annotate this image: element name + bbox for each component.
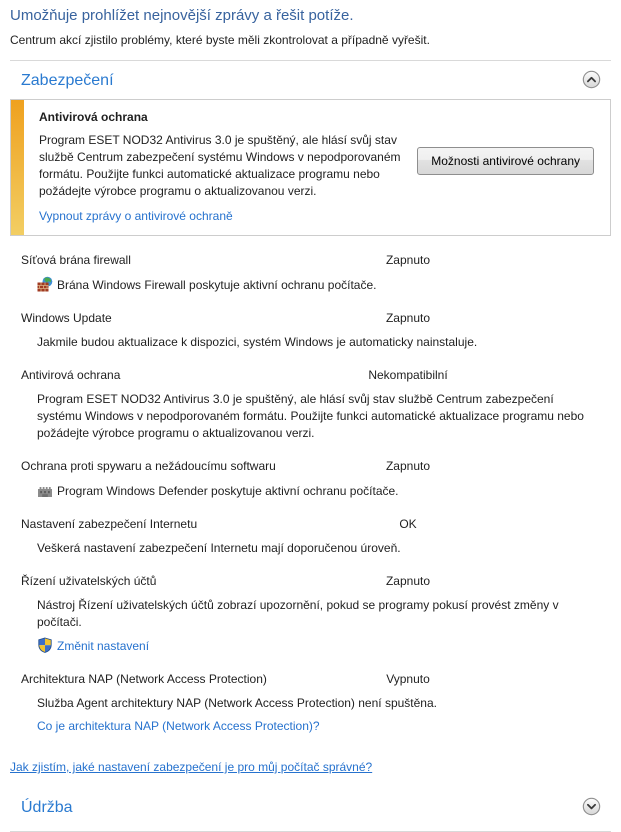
- uac-shield-icon: [37, 637, 53, 653]
- item-status: Zapnuto: [385, 459, 431, 473]
- page-subtitle: Centrum akcí zjistilo problémy, které byste měli zkontrolovat a případně vyřešit.: [10, 33, 430, 47]
- item-status: Zapnuto: [385, 311, 431, 325]
- item-description: Program ESET NOD32 Antivirus 3.0 je spuštěný, ale hlásí svůj stav službě Centrum zabezpečení systému Windows v nepodporovaném formátu. Použijte funkci automatické aktualizace programu nebo požádejte výrobce programu o aktualizovanou verzi.: [37, 392, 584, 440]
- item-description: Služba Agent architektury NAP (Network Access Protection) není spuštěna.: [37, 696, 437, 710]
- item-status: Zapnuto: [385, 574, 431, 588]
- item-status: Zapnuto: [385, 253, 431, 267]
- item-title: Ochrana proti spywaru a nežádoucímu softwaru: [21, 459, 276, 473]
- item-title: Antivirová ochrana: [21, 368, 121, 382]
- item-description: Jakmile budou aktualizace k dispozici, systém Windows je automaticky nainstaluje.: [37, 335, 478, 349]
- item-title: Řízení uživatelských účtů: [21, 574, 157, 588]
- item-description: Brána Windows Firewall poskytuje aktivní ochranu počítače.: [57, 278, 377, 292]
- item-description: Nástroj Řízení uživatelských účtů zobrazí upozornění, pokud se programy pokusí provést změny v počítači.: [37, 598, 559, 629]
- item-status: Vypnuto: [386, 672, 430, 686]
- security-item-spyware: [10, 459, 611, 500]
- item-status: OK: [399, 517, 417, 531]
- turn-off-antivirus-messages-link[interactable]: Vypnout zprávy o antivirové ochraně: [39, 209, 233, 223]
- security-section-header[interactable]: [10, 61, 611, 98]
- maintenance-section-title[interactable]: Údržba: [21, 798, 73, 816]
- security-item-antivirus: [10, 368, 611, 442]
- item-title: Nastavení zabezpečení Internetu: [21, 517, 198, 531]
- item-status: Nekompatibilní: [368, 368, 448, 382]
- security-item-firewall: [10, 253, 611, 294]
- defender-castle-icon: [37, 482, 53, 498]
- nap-info-link[interactable]: Co je architektura NAP (Network Access Protection)?: [37, 719, 320, 733]
- change-uac-settings-link[interactable]: Změnit nastavení: [57, 639, 150, 653]
- action-center-security-panel: [0, 7, 621, 814]
- item-title: Architektura NAP (Network Access Protection): [21, 672, 267, 686]
- page-title: Umožňuje prohlížet nejnovější zprávy a řešit potíže.: [10, 7, 354, 24]
- security-section-title[interactable]: Zabezpečení: [21, 71, 114, 89]
- security-help-link[interactable]: Jak zjistím, jaké nastavení zabezpečení je pro můj počítač správné?: [10, 760, 373, 774]
- antivirus-alert-box: [10, 99, 611, 236]
- alert-title: Antivirová ochrana: [39, 110, 148, 124]
- chevron-up-icon[interactable]: [582, 70, 601, 89]
- alert-description: Program ESET NOD32 Antivirus 3.0 je spuštěný, ale hlásí svůj stav službě Centrum zabezpečení systému Windows v nepodporovaném formátu. Použijte funkci automatické aktualizace programu nebo požádejte výrobce programu o aktualizovanou verzi.: [39, 133, 401, 198]
- security-item-internet-settings: [10, 517, 611, 557]
- firewall-icon: [37, 276, 53, 292]
- security-item-uac: [10, 574, 611, 655]
- item-title: Windows Update: [21, 311, 112, 325]
- item-title: Síťová brána firewall: [21, 253, 131, 267]
- security-item-nap: [10, 672, 611, 735]
- item-description: Veškerá nastavení zabezpečení Internetu mají doporučenou úroveň.: [37, 541, 401, 555]
- item-description: Program Windows Defender poskytuje aktivní ochranu počítače.: [57, 484, 399, 498]
- alert-severity-stripe: [11, 100, 24, 235]
- security-item-windows-update: [10, 311, 611, 351]
- antivirus-options-button[interactable]: Možnosti antivirové ochrany: [417, 147, 594, 175]
